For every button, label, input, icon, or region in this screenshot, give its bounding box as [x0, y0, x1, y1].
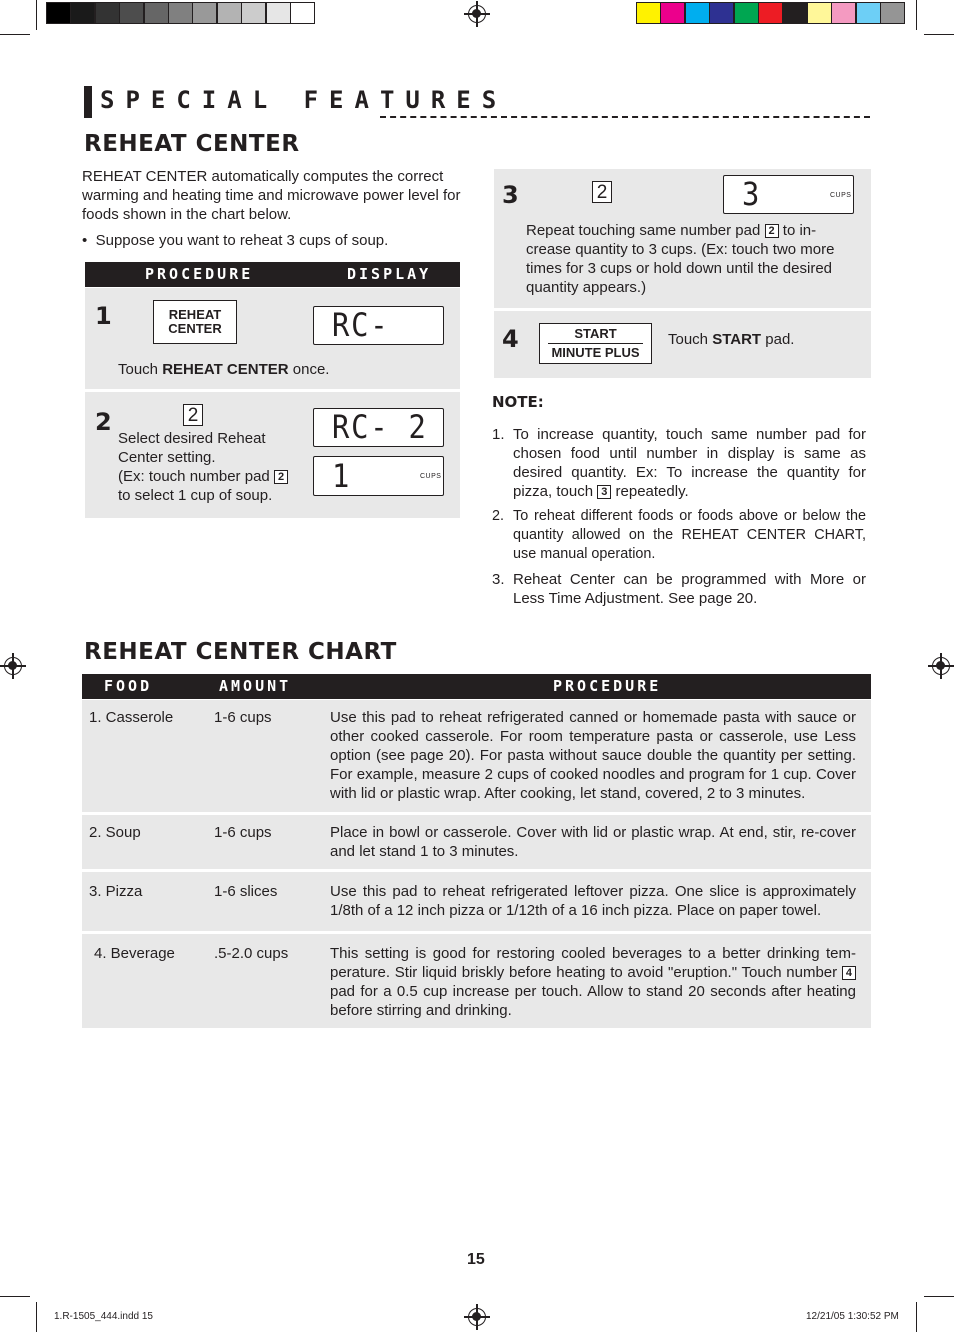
step4-text-post: pad.	[761, 331, 795, 348]
section-bar	[84, 86, 92, 118]
procedure-head: PROCEDURE	[145, 265, 254, 283]
note-item-2-num: 2.	[492, 508, 505, 524]
step2-display-top-text: RC- 2	[332, 408, 428, 446]
note-heading: NOTE:	[492, 393, 544, 411]
step2-line3-text: (Ex: touch number pad	[118, 468, 270, 485]
color-swatch	[144, 2, 169, 24]
chart-row-procedure	[330, 944, 856, 1020]
chart-row-amount: 1-6 cups	[214, 824, 272, 841]
step2-instruction	[118, 429, 318, 505]
color-swatch	[807, 2, 832, 24]
color-swatch	[880, 2, 905, 24]
step1-text-bold: REHEAT CENTER	[162, 361, 289, 378]
chart-row-amount: 1-6 cups	[214, 709, 272, 726]
crop-mark-bl-v	[36, 1302, 37, 1332]
step1-text-post: once.	[288, 361, 330, 378]
section-dash-line	[380, 116, 870, 118]
step3-instruction	[526, 221, 866, 297]
number-pad-2[interactable]: 2	[183, 404, 203, 426]
chart-header	[82, 674, 871, 699]
step1-display	[313, 306, 444, 345]
note-item-2	[492, 507, 866, 564]
reheat-center-pad-line1: REHEAT	[168, 307, 222, 322]
note-item-2-text: To reheat different foods or foods above or below the quantity allowed on the REHEAT CENTER CHART, use manual operation.	[513, 508, 866, 562]
start-pad-line2: MINUTE PLUS	[551, 345, 640, 360]
step3-line4: quantity appears.)	[526, 279, 647, 296]
step2-number: 2	[95, 408, 112, 436]
crop-mark-tr-v	[916, 0, 917, 30]
intro-paragraph: REHEAT CENTER automatically computes the correct warming and heating time and microwave power level for foods shown in the chart below.	[82, 168, 461, 223]
color-swatch	[266, 2, 291, 24]
start-pad-line1: START	[574, 326, 617, 341]
intro-bullet	[82, 231, 462, 250]
chart-row-amount: .5-2.0 cups	[214, 945, 289, 962]
note-item-1-pad: 3	[597, 485, 611, 499]
step3-cups-label: CUPS	[830, 192, 852, 199]
step3-display	[723, 175, 854, 214]
step2-cups-label: CUPS	[420, 473, 442, 480]
color-swatch	[168, 2, 193, 24]
chart-row	[82, 700, 871, 812]
page-title: REHEAT CENTER	[84, 131, 300, 157]
step2-line2: Center setting.	[118, 449, 216, 466]
step2-line4: to select 1 cup of soup.	[118, 487, 273, 504]
registration-mark-top	[468, 5, 486, 23]
chart-row-food: 4. Beverage	[94, 945, 175, 962]
step2-panel	[85, 392, 460, 518]
color-swatch	[290, 2, 315, 24]
crop-mark-br-h	[924, 1296, 954, 1297]
step3-display-text: 3	[742, 175, 762, 213]
note-item-1-pre: To increase quantity, touch same number pad for chosen food until number in display is same as desired quantity. Ex: To increase the quantity for pizza, touch	[513, 426, 866, 500]
registration-mark-left	[4, 657, 22, 675]
crop-mark-tr-h	[924, 34, 954, 35]
registration-mark-right	[932, 657, 950, 675]
note-item-1-text	[513, 425, 866, 501]
chart-row-food: 1. Casserole	[89, 709, 174, 726]
step1-panel	[85, 288, 460, 389]
step1-text-pre: Touch	[118, 361, 163, 378]
color-swatch	[217, 2, 242, 24]
color-swatch	[734, 2, 759, 24]
footer-file: 1.R-1505_444.indd 15	[54, 1311, 153, 1322]
note-item-3-text: Reheat Center can be programmed with More or Less Time Adjustment. See page 20.	[513, 571, 866, 607]
step3-inline-pad: 2	[765, 224, 779, 238]
chart-head-food: FOOD	[104, 677, 153, 695]
reheat-center-pad-line2: CENTER	[168, 321, 222, 336]
step1-instruction	[118, 360, 329, 379]
step1-number: 1	[95, 302, 112, 330]
color-swatch	[685, 2, 710, 24]
step3-number: 3	[502, 181, 519, 209]
step3-panel	[494, 169, 871, 308]
number-pad-2-step3[interactable]: 2	[592, 181, 612, 203]
chart-row-procedure: Use this pad to reheat refrigerated leftover pizza. One slice is approximately 1/8th of a 12 inch pizza or 1/12th of a 16 inch pizza. Place on paper towel.	[330, 883, 856, 919]
color-swatch	[95, 2, 120, 24]
note-item-1	[492, 425, 866, 501]
crop-mark-tl-h	[0, 34, 30, 35]
footer-timestamp: 12/21/05 1:30:52 PM	[806, 1311, 899, 1322]
beverage-proc-pre: This setting is good for restoring cooled beverages to a better drinking tem-perature. Stir liquid briskly before heating to avoid "eruption." Touch number	[330, 945, 856, 981]
color-swatch	[192, 2, 217, 24]
color-swatch	[241, 2, 266, 24]
note-item-3	[492, 570, 866, 608]
chart-row-procedure: Place in bowl or casserole. Cover with lid or plastic wrap. At end, stir, re-cover and let stand 1 to 3 minutes.	[330, 824, 856, 860]
chart-row-procedure: Use this pad to reheat refrigerated canned or homemade pasta with sauce or other cooked casserole. For room temperature pasta or casserole, use Less option (see page 20). For pasta without sauce double the quantity per setting. For example, measure 2 cups of cooked noodles and program for 1 cup. Cover with lid or plastic wrap. After cooking, let stand, covered, 2 to 3 minutes.	[330, 709, 856, 802]
crop-mark-br-v	[916, 1302, 917, 1332]
chart-row	[82, 815, 871, 869]
page-number: 15	[467, 1251, 485, 1268]
chart-row	[82, 934, 871, 1028]
bullet-text: Suppose you want to reheat 3 cups of soup.	[95, 232, 389, 249]
crop-mark-tl-v	[36, 0, 37, 30]
color-swatch	[70, 2, 95, 24]
step4-panel	[494, 311, 871, 378]
color-swatch	[782, 2, 807, 24]
step2-display-bottom-text: 1	[332, 457, 352, 495]
color-swatch	[831, 2, 856, 24]
step4-number: 4	[502, 325, 519, 353]
color-swatch	[636, 2, 661, 24]
color-swatch	[856, 2, 881, 24]
crop-mark-bl-h	[0, 1296, 30, 1297]
color-swatch	[758, 2, 783, 24]
step4-text-bold: START	[712, 331, 762, 348]
chart-head-procedure: PROCEDURE	[553, 677, 662, 695]
beverage-proc-post: pad for a 0.5 cup increase per touch. Allow to stand 20 seconds after heating before stirring and drinking.	[330, 983, 856, 1019]
note-item-1-num: 1.	[492, 426, 505, 443]
color-swatch	[119, 2, 144, 24]
step2-display-bottom	[313, 456, 444, 496]
step3-line3: times for 3 cups or hold down until the desired	[526, 260, 832, 277]
note-item-3-num: 3.	[492, 571, 505, 588]
step1-display-text: RC-	[332, 306, 390, 344]
chart-row	[82, 872, 871, 931]
registration-mark-bottom	[468, 1308, 486, 1326]
step2-display-top	[313, 408, 444, 447]
color-swatch	[660, 2, 685, 24]
section-title: SPECIAL FEATURES	[100, 86, 508, 114]
color-swatch	[46, 2, 71, 24]
chart-row-food: 3. Pizza	[89, 883, 143, 900]
chart-row-food: 2. Soup	[89, 824, 141, 841]
step3-line2: crease quantity to 3 cups. (Ex: touch two more	[526, 241, 835, 258]
beverage-inline-pad: 4	[842, 966, 856, 980]
step4-text-pre: Touch	[668, 331, 713, 348]
bullet-dot: •	[82, 232, 96, 249]
chart-row-amount: 1-6 slices	[214, 883, 278, 900]
reheat-center-pad[interactable]	[153, 300, 237, 344]
display-head: DISPLAY	[347, 265, 432, 283]
step3-line1	[526, 221, 866, 240]
chart-title: REHEAT CENTER CHART	[84, 639, 397, 665]
step3-line1-post: to in-	[782, 222, 817, 239]
procedure-table-header	[85, 262, 460, 287]
step4-instruction	[668, 330, 794, 349]
color-swatch	[709, 2, 734, 24]
step2-inline-pad: 2	[274, 470, 288, 484]
step2-line1: Select desired Reheat	[118, 430, 266, 447]
chart-head-amount: AMOUNT	[219, 677, 292, 695]
start-minute-plus-pad[interactable]	[539, 323, 652, 364]
step2-line3	[118, 467, 318, 486]
note-item-1-post: repeatedly.	[615, 483, 689, 500]
step3-line1-pre: Repeat touching same number pad	[526, 222, 761, 239]
